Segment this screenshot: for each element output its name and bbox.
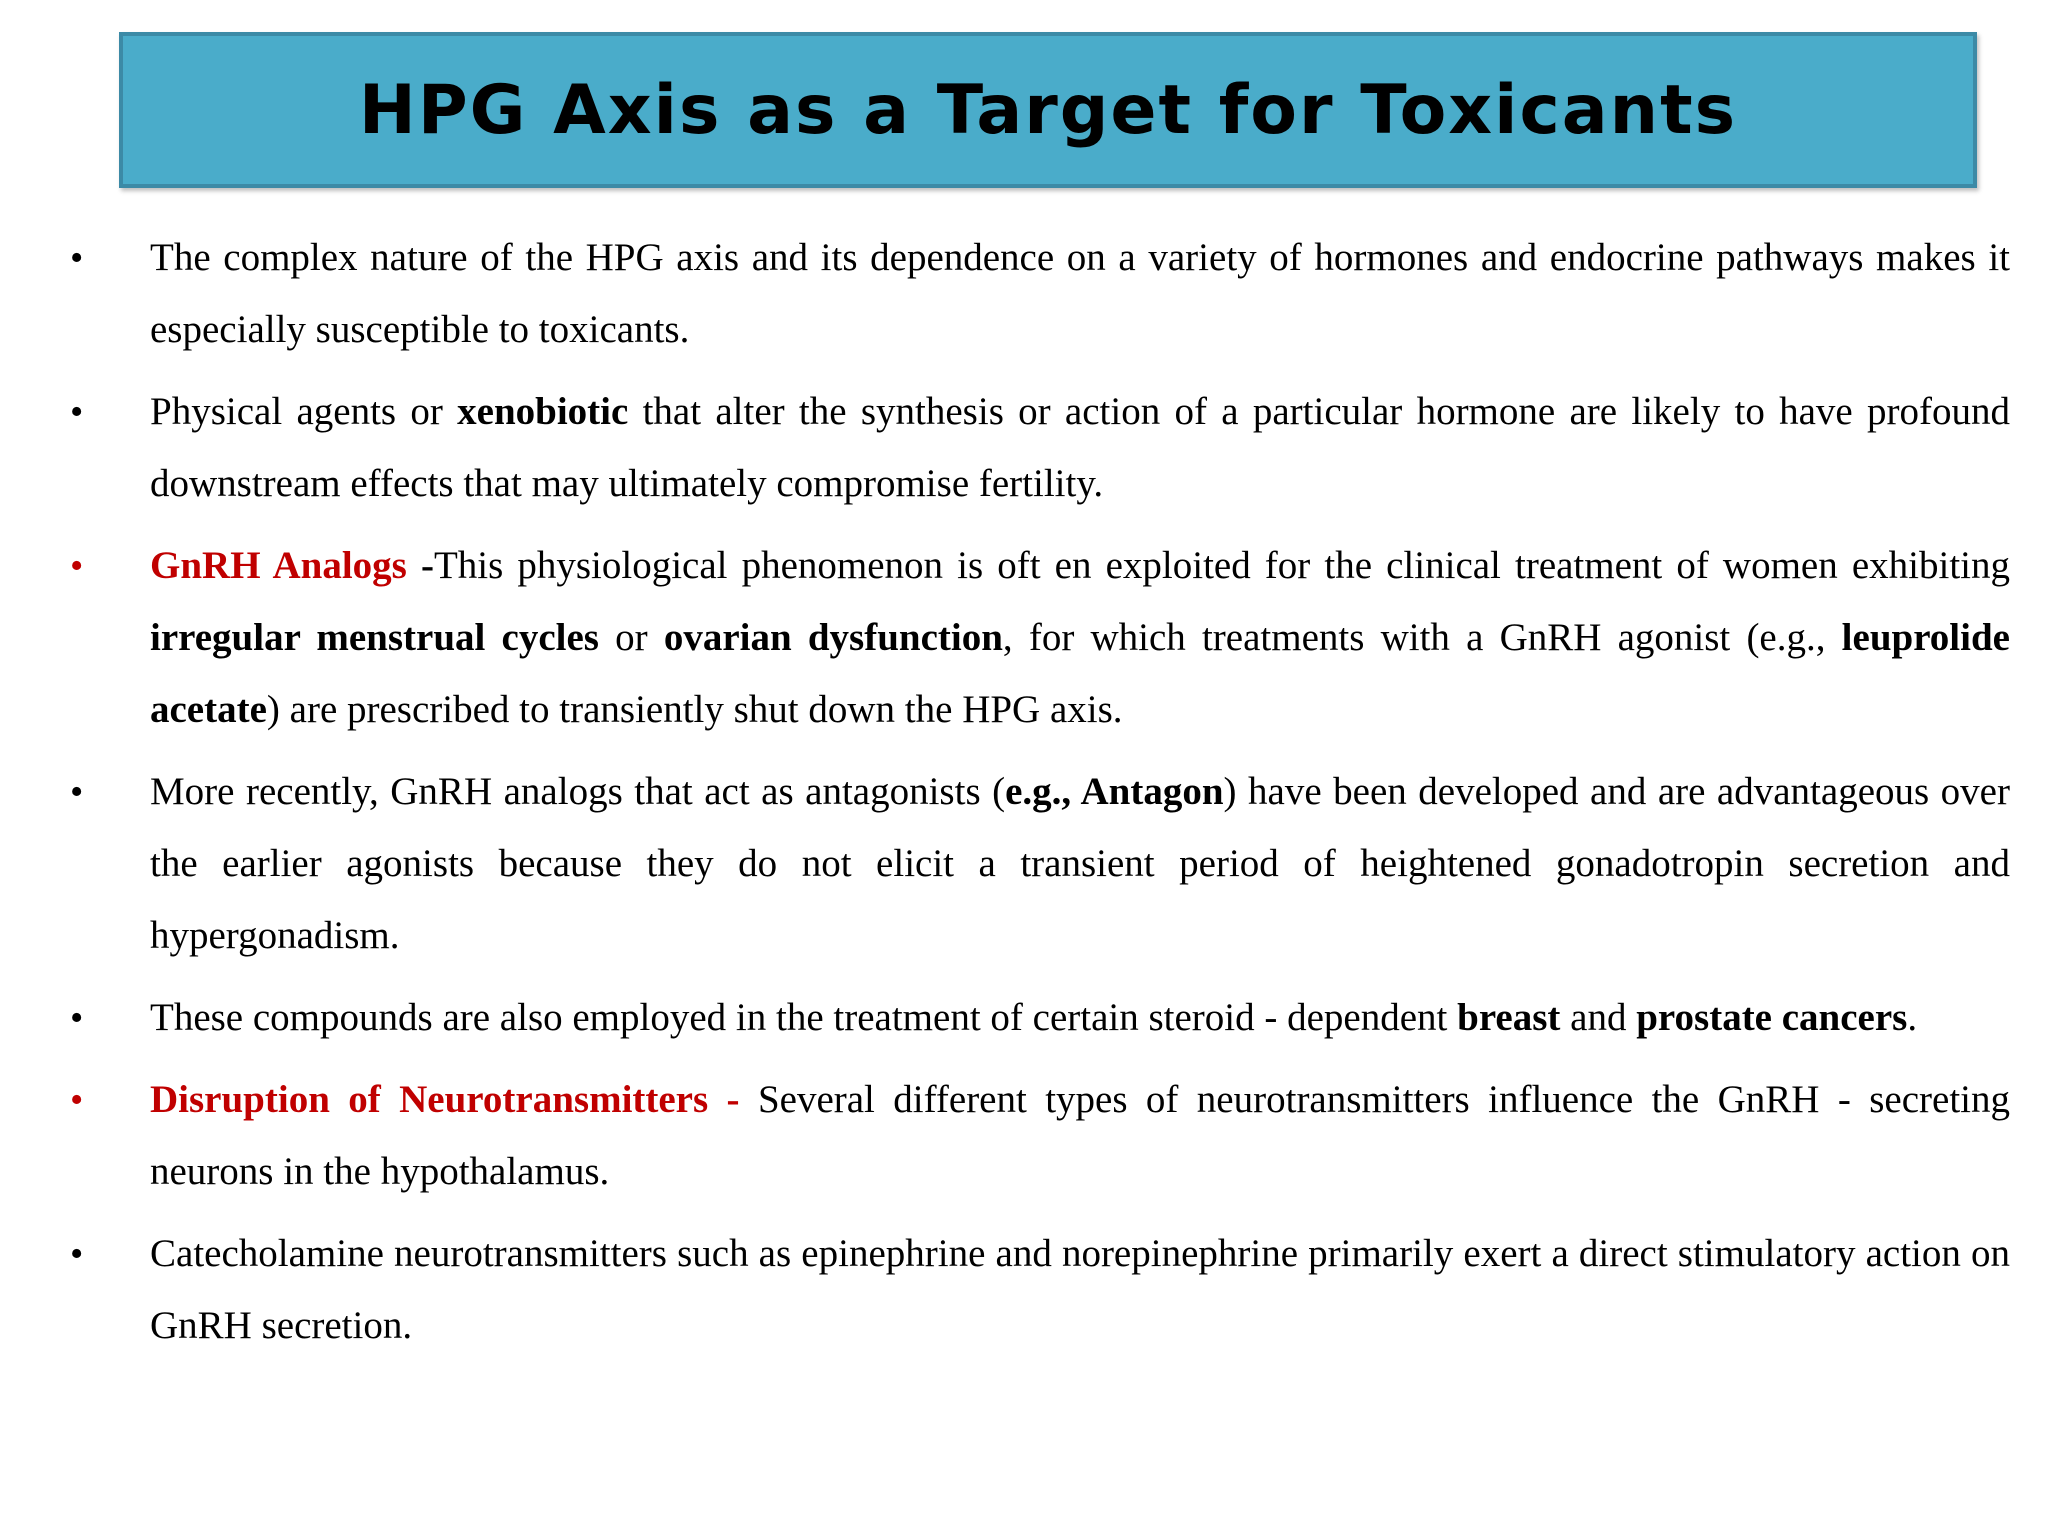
bold-term: ovarian dysfunction <box>663 616 1003 659</box>
bullet-text-run: More recently, GnRH analogs that act as antagonists ( <box>150 770 1006 813</box>
bold-term: xenobiotic <box>457 390 629 433</box>
bullet-text <box>150 756 2010 972</box>
bold-term: irregular menstrual cycles <box>150 616 599 659</box>
bullet-item-3 <box>70 530 2010 746</box>
bullet-text-run: . <box>1907 996 1918 1039</box>
bullet-item-2 <box>70 376 2010 520</box>
bullet-item-1 <box>70 222 2010 366</box>
slide-title: HPG Axis as a Target for Toxicants <box>358 70 1738 150</box>
bullet-text <box>150 1218 2010 1362</box>
bullet-marker: • <box>70 771 84 813</box>
title-banner <box>119 32 1977 188</box>
bullet-item-7 <box>70 1218 2010 1362</box>
bullet-text-run: This physiological phenomenon is oft en exploited for the clinical treatment of women exhibiting <box>433 544 2010 587</box>
bullet-text-run: Physical agents or <box>150 390 458 433</box>
bullet-text-run: , for which treatments with a GnRH agonist (e.g., <box>1002 616 1842 659</box>
bullet-text-run: ) have been developed and are advantageous over the earlier agonists because they do not elicit a transient period of heightened gonadotropin secretion and hypergonadism. <box>150 770 2010 957</box>
bullet-text-run: ) are prescribed to transiently shut down the HPG axis. <box>266 688 1123 731</box>
bullet-text-run: and <box>1560 996 1637 1039</box>
bullet-heading: Disruption of Neurotransmitters - <box>150 1078 740 1121</box>
bullet-text <box>150 376 2010 520</box>
bullet-text-run: or <box>598 616 664 659</box>
bullet-marker: • <box>70 391 84 433</box>
bold-term: e.g., Antagon <box>1005 770 1224 813</box>
bullet-text-run: These compounds are also employed in the treatment of certain steroid - dependent <box>150 996 1458 1039</box>
bullet-text-run: that alter the synthesis or action of a particular hormone are likely to have profound downstream effects that may ultimately compromise fertility. <box>150 390 2010 505</box>
bullet-marker: • <box>70 1079 84 1121</box>
bullet-text <box>150 982 2010 1054</box>
bullet-list <box>70 222 2010 1372</box>
bullet-dash: - <box>406 544 434 587</box>
bold-term: breast <box>1457 996 1561 1039</box>
bullet-text-run: Catecholamine neurotransmitters such as epinephrine and norepinephrine primarily exert a direct stimulatory action on GnRH secretion. <box>150 1232 2010 1347</box>
bullet-marker: • <box>70 997 84 1039</box>
bullet-item-6 <box>70 1064 2010 1208</box>
bullet-marker: • <box>70 237 84 279</box>
bullet-marker: • <box>70 1233 84 1275</box>
bold-term: leuprolide acetate <box>150 616 2010 731</box>
bullet-heading: GnRH Analogs <box>150 544 407 587</box>
bullet-item-5 <box>70 982 2010 1054</box>
bullet-text <box>150 1064 2010 1208</box>
bullet-text-run: Several different types of neurotransmitters influence the GnRH - secreting neurons in the hypothalamus. <box>150 1078 2010 1193</box>
bold-term: prostate cancers <box>1636 996 1908 1039</box>
bullet-text <box>150 530 2010 746</box>
bullet-item-4 <box>70 756 2010 972</box>
bullet-marker: • <box>70 545 84 587</box>
bullet-text <box>150 222 2010 366</box>
bullet-text-run: The complex nature of the HPG axis and its dependence on a variety of hormones and endocrine pathways makes it especially susceptible to toxicants. <box>150 236 2010 351</box>
